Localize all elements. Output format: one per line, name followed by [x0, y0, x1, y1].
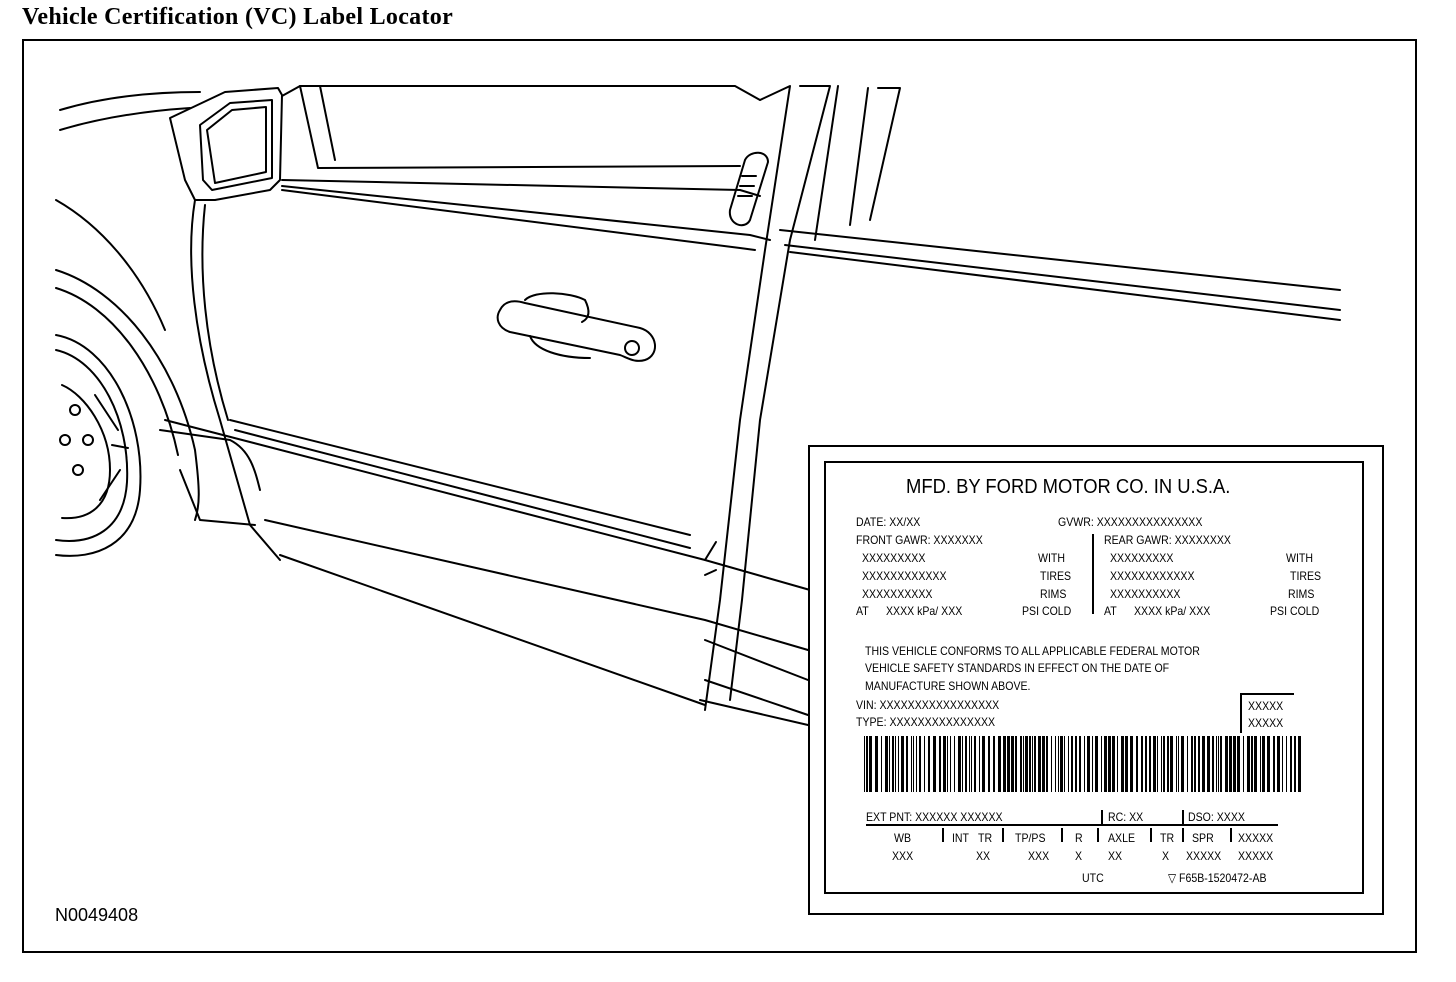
- barcode-bar: [1282, 736, 1283, 792]
- barcode-bar: [1202, 736, 1205, 792]
- barcode-bar: [1125, 736, 1128, 792]
- barcode-bar: [1277, 736, 1280, 792]
- front-with: WITH: [1038, 551, 1065, 565]
- barcode-bar: [1216, 736, 1217, 792]
- barcode-bar: [1108, 736, 1111, 792]
- barcode-bar: [1212, 736, 1214, 792]
- rear-tires: TIRES: [1290, 569, 1322, 583]
- barcode-bar: [1237, 736, 1240, 792]
- hdr-wb: WB: [894, 831, 912, 845]
- barcode-bar: [875, 736, 878, 792]
- body-line: [165, 420, 810, 590]
- barcode-bar: [1042, 736, 1045, 792]
- rear-gawr: REAR GAWR: XXXXXXXX: [1104, 533, 1231, 547]
- hdr-divider: [1150, 828, 1152, 842]
- barcode-bar: [1198, 736, 1200, 792]
- barcode-bar: [1020, 736, 1022, 792]
- barcode-bar: [1101, 736, 1102, 792]
- barcode-bar: [1286, 736, 1287, 792]
- barcode-bar: [1003, 736, 1006, 792]
- vin-barcode: [864, 736, 1308, 792]
- barcode-bar: [1298, 736, 1301, 792]
- front-tires: TIRES: [1040, 569, 1072, 583]
- barcode-bar: [1145, 736, 1147, 792]
- barcode-bar: [993, 736, 995, 792]
- barcode-bar: [1161, 736, 1162, 792]
- barcode-bar: [1267, 736, 1270, 792]
- val-last: XXXXX: [1238, 849, 1274, 863]
- door-handle: [498, 301, 655, 361]
- barcode-bar: [950, 736, 951, 792]
- dso-code: DSO: XXXX: [1188, 810, 1245, 824]
- wheel: [56, 335, 140, 556]
- barcode-bar: [939, 736, 941, 792]
- barcode-bar: [1153, 736, 1156, 792]
- conformity-line-2: VEHICLE SAFETY STANDARDS IN EFFECT ON THE DATE OF: [865, 661, 1170, 675]
- barcode-bar: [1178, 736, 1179, 792]
- barcode-bar: [1170, 736, 1173, 792]
- barcode-bar: [1121, 736, 1124, 792]
- barcode-bar: [1273, 736, 1275, 792]
- barcode-bar: [998, 736, 1001, 792]
- barcode-bar: [928, 736, 930, 792]
- barcode-bar: [866, 736, 868, 792]
- rear-pressure: XXXX kPa/ XXX: [1134, 604, 1211, 618]
- ext-pnt-rule: [866, 824, 1278, 826]
- barcode-bar: [864, 736, 865, 792]
- val-tp-ps: XXX: [1028, 849, 1050, 863]
- barcode-bar: [1251, 736, 1253, 792]
- barcode-bar: [1187, 736, 1188, 792]
- val-r: X: [1075, 849, 1083, 863]
- hdr-divider: [1002, 828, 1004, 842]
- barcode-bar: [1262, 736, 1265, 792]
- val-tr: X: [1162, 849, 1170, 863]
- barcode-bar: [1260, 736, 1261, 792]
- barcode-bar: [1060, 736, 1063, 792]
- barcode-bar: [1233, 736, 1236, 792]
- front-line-1: XXXXXXXXX: [862, 551, 926, 565]
- hdr-last: XXXXX: [1238, 831, 1274, 845]
- barcode-bar: [1046, 736, 1048, 792]
- barcode-bar: [1157, 736, 1158, 792]
- code-box-line-2: XXXXX: [1248, 716, 1284, 730]
- barcode-bar: [1034, 736, 1036, 792]
- barcode-bar: [974, 736, 976, 792]
- barcode-bar: [1112, 736, 1115, 792]
- barcode-bar: [901, 736, 904, 792]
- barcode-bar: [954, 736, 955, 792]
- label-gvwr: GVWR: XXXXXXXXXXXXXXX: [1058, 515, 1203, 529]
- window-frame: [282, 86, 760, 100]
- barcode-bar: [1087, 736, 1090, 792]
- barcode-bar: [1117, 736, 1118, 792]
- barcode-bar: [1136, 736, 1138, 792]
- part-number: ▽ F65B-1520472-AB: [1168, 871, 1267, 885]
- barcode-bar: [943, 736, 946, 792]
- front-line-3: XXXXXXXXXX: [862, 587, 933, 601]
- barcode-bar: [919, 736, 921, 792]
- label-type: TYPE: XXXXXXXXXXXXXXX: [856, 715, 996, 729]
- barcode-bar: [1064, 736, 1065, 792]
- rear-psi-cold: PSI COLD: [1270, 604, 1320, 618]
- val-wb: XXX: [892, 849, 914, 863]
- barcode-bar: [1007, 736, 1010, 792]
- barcode-bar: [906, 736, 908, 792]
- val-spr: XXXXX: [1186, 849, 1222, 863]
- front-gawr: FRONT GAWR: XXXXXXX: [856, 533, 983, 547]
- barcode-bar: [889, 736, 890, 792]
- hdr-divider: [1097, 828, 1099, 842]
- hdr-spr: SPR: [1192, 831, 1214, 845]
- val-axle: XX: [1108, 849, 1123, 863]
- front-at: AT: [856, 604, 869, 618]
- barcode-bar: [947, 736, 948, 792]
- hdr-axle: AXLE: [1108, 831, 1136, 845]
- barcode-bar: [958, 736, 961, 792]
- rear-line-3: XXXXXXXXXX: [1110, 587, 1181, 601]
- barcode-bar: [1149, 736, 1151, 792]
- barcode-bar: [1084, 736, 1085, 792]
- rear-rims: RIMS: [1288, 587, 1315, 601]
- barcode-bar: [1032, 736, 1033, 792]
- hdr-divider: [942, 828, 944, 842]
- barcode-bar: [982, 736, 985, 792]
- barcode-bar: [1068, 736, 1069, 792]
- barcode-bar: [1167, 736, 1169, 792]
- rear-line-1: XXXXXXXXX: [1110, 551, 1174, 565]
- barcode-bar: [1058, 736, 1059, 792]
- conformity-line-3: MANUFACTURE SHOWN ABOVE.: [865, 679, 1031, 693]
- barcode-bar: [1247, 736, 1250, 792]
- barcode-bar: [895, 736, 896, 792]
- rear-at: AT: [1104, 604, 1117, 618]
- barcode-bar: [1029, 736, 1031, 792]
- barcode-bar: [898, 736, 899, 792]
- hdr-divider: [1182, 828, 1184, 842]
- barcode-bar: [1191, 736, 1193, 792]
- figure-id: N0049408: [55, 905, 139, 925]
- rc-divider: [1101, 810, 1103, 824]
- barcode-bar: [1075, 736, 1077, 792]
- radio-code: RC: XX: [1108, 810, 1144, 824]
- hdr-r: R: [1075, 831, 1083, 845]
- rear-line-2: XXXXXXXXXXXX: [1110, 569, 1195, 583]
- barcode-bar: [1104, 736, 1107, 792]
- barcode-bar: [1176, 736, 1177, 792]
- barcode-bar: [1038, 736, 1041, 792]
- barcode-bar: [1051, 736, 1052, 792]
- barcode-bar: [1071, 736, 1073, 792]
- conformity-line-1: THIS VEHICLE CONFORMS TO ALL APPLICABLE FEDERAL MOTOR: [865, 644, 1200, 658]
- barcode-bar: [1141, 736, 1143, 792]
- barcode-bar: [1092, 736, 1093, 792]
- b-pillar: [705, 86, 790, 710]
- hdr-tr-2: TR: [1160, 831, 1175, 845]
- barcode-bar: [1181, 736, 1184, 792]
- barcode-bar: [1025, 736, 1028, 792]
- barcode-bar: [916, 736, 917, 792]
- hdr-tp-ps: TP/PS: [1015, 831, 1046, 845]
- barcode-bar: [924, 736, 925, 792]
- front-pressure: XXXX kPa/ XXX: [886, 604, 963, 618]
- barcode-bar: [1015, 736, 1017, 792]
- barcode-bar: [971, 736, 972, 792]
- label-manufacturer: MFD. BY FORD MOTOR CO. IN U.S.A.: [906, 476, 1231, 498]
- dso-divider: [1182, 810, 1184, 824]
- barcode-bar: [962, 736, 963, 792]
- barcode-bar: [1011, 736, 1014, 792]
- door-vent: [730, 153, 768, 225]
- barcode-bar: [965, 736, 967, 792]
- front-psi-cold: PSI COLD: [1022, 604, 1072, 618]
- barcode-bar: [979, 736, 980, 792]
- barcode-bar: [1023, 736, 1024, 792]
- barcode-bar: [869, 736, 872, 792]
- barcode-bar: [1095, 736, 1098, 792]
- rear-with: WITH: [1286, 551, 1313, 565]
- door-front-edge: [191, 200, 280, 560]
- front-rims: RIMS: [1040, 587, 1067, 601]
- barcode-bar: [988, 736, 990, 792]
- barcode-bar: [1218, 736, 1219, 792]
- fender-line: [60, 92, 200, 110]
- rear-window-frame: [870, 88, 900, 220]
- hdr-divider: [1230, 828, 1232, 842]
- code-box-line-1: XXXXX: [1248, 699, 1284, 713]
- label-date: DATE: XX/XX: [856, 515, 921, 529]
- front-line-2: XXXXXXXXXXXX: [862, 569, 947, 583]
- barcode-bar: [1207, 736, 1210, 792]
- barcode-bar: [969, 736, 970, 792]
- gawr-divider: [1092, 534, 1094, 614]
- barcode-bar: [933, 736, 936, 792]
- barcode-bar: [1055, 736, 1056, 792]
- hdr-divider: [1061, 828, 1063, 842]
- utc-label: UTC: [1082, 871, 1104, 885]
- barcode-bar: [1220, 736, 1222, 792]
- barcode-bar: [1225, 736, 1228, 792]
- barcode-bar: [885, 736, 888, 792]
- barcode-bar: [1079, 736, 1081, 792]
- barcode-bar: [1163, 736, 1165, 792]
- hdr-int: INT: [952, 831, 970, 845]
- barcode-bar: [1290, 736, 1292, 792]
- ext-paint: EXT PNT: XXXXXX XXXXXX: [866, 810, 1003, 824]
- barcode-bar: [881, 736, 882, 792]
- barcode-bar: [1294, 736, 1296, 792]
- barcode-bar: [1194, 736, 1196, 792]
- val-int-tr: XX: [976, 849, 991, 863]
- barcode-bar: [1130, 736, 1133, 792]
- barcode-bar: [892, 736, 894, 792]
- barcode-bar: [1254, 736, 1257, 792]
- page-title: Vehicle Certification (VC) Label Locator: [22, 4, 454, 30]
- barcode-bar: [1229, 736, 1232, 792]
- barcode-bar: [911, 736, 912, 792]
- barcode-bar: [913, 736, 914, 792]
- barcode-bar: [1243, 736, 1244, 792]
- hdr-tr: TR: [978, 831, 993, 845]
- label-vin: VIN: XXXXXXXXXXXXXXXXX: [856, 698, 1000, 712]
